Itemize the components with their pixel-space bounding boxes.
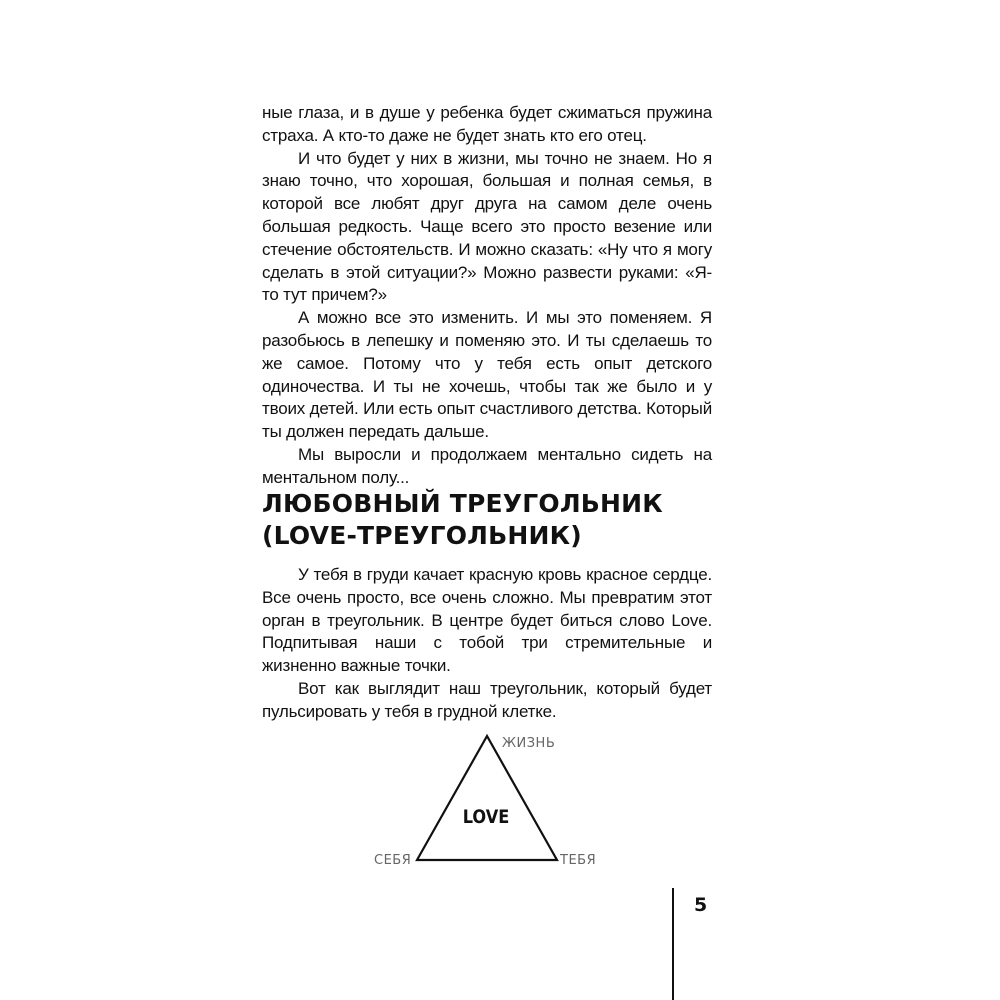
page-number-divider (672, 888, 674, 1000)
paragraph: И что будет у них в жизни, мы точно не знаем. Но я знаю точно, что хорошая, большая и полная семья, в которой все любят друг друга на самом деле очень большая редкость. Чаще всего это просто везение или стечение обстоятельств. И можно сказать: «Ну что я могу сделать в этой ситуации?» Можно развести руками: «Я-то тут причем?» (262, 148, 712, 305)
text-block-top (262, 102, 712, 490)
triangle-label-top: ЖИЗНЬ (502, 736, 556, 751)
section-heading (262, 488, 722, 552)
page-number: 5 (694, 894, 708, 916)
love-triangle-diagram (360, 728, 610, 878)
paragraph: Мы выросли и продолжаем ментально сидеть на ментальном полу... (262, 444, 712, 487)
triangle-center-word: LOVE (462, 806, 510, 828)
paragraph: А можно все это изменить. И мы это поменяем. Я разобьюсь в лепешку и поменяю это. И ты сделаешь то же самое. Потому что у тебя есть опыт детского одиночества. И ты не хочешь, чтобы так же было и у твоих детей. Или есть опыт счастливого детства. Который ты должен передать дальше. (262, 308, 712, 442)
paragraph: У тебя в груди качает красную кровь красное сердце. Все очень просто, все очень сложно. Мы превратим этот орган в треугольник. В центре будет биться слово Love. Подпитывая наши с тобой три стремительные и жизненно важные точки. (262, 565, 712, 676)
paragraph: ные глаза, и в душе у ребенка будет сжиматься пружина страха. А кто-то даже не будет знать кто его отец. (262, 103, 712, 145)
triangle-label-left: СЕБЯ (374, 853, 412, 868)
section-heading-line-2: (LOVE-ТРЕУГОЛЬНИК) (262, 521, 582, 550)
text-block-bottom (262, 564, 712, 724)
section-heading-line-1: ЛЮБОВНЫЙ ТРЕУГОЛЬНИК (262, 489, 663, 518)
paragraph: Вот как выглядит наш треугольник, который будет пульсировать у тебя в грудной клетке. (262, 678, 712, 721)
triangle-label-right: ТЕБЯ (560, 853, 597, 868)
